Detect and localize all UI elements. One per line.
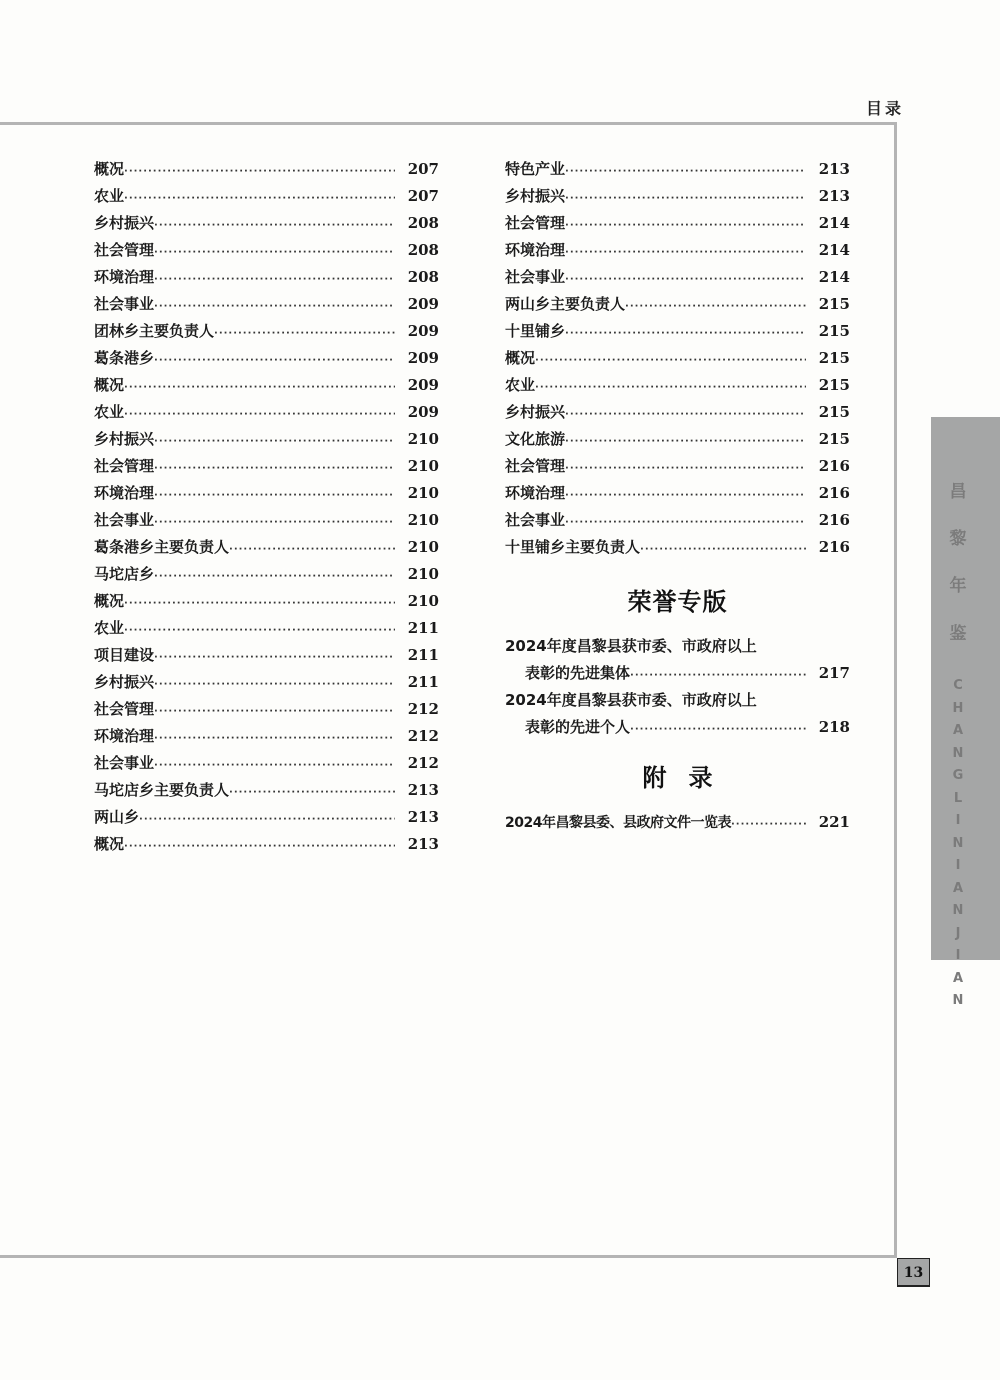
dot-leader	[154, 212, 395, 239]
toc-entry[interactable]	[505, 453, 850, 480]
entry-page: 210	[407, 484, 439, 502]
dot-leader	[124, 617, 395, 644]
entry-page: 209	[407, 322, 439, 340]
entry-page: 208	[407, 268, 439, 286]
side-tab-pinyin	[931, 675, 985, 1013]
spacer	[505, 561, 850, 575]
entry-page: 212	[407, 700, 439, 718]
entry-title: 社会事业	[94, 295, 155, 313]
side-tab-letter: A	[952, 970, 964, 986]
dot-leader	[565, 212, 806, 239]
side-tab-char: 年	[949, 576, 967, 596]
toc-entry[interactable]	[505, 237, 850, 264]
entry-page: 214	[818, 241, 850, 259]
entry-title: 马坨店乡	[94, 565, 155, 583]
toc-entry[interactable]	[505, 534, 850, 561]
side-tab-letter: A	[952, 880, 964, 896]
entry-title: 农业	[94, 187, 125, 205]
entry-title: 环境治理	[94, 727, 155, 745]
entry-page: 215	[818, 295, 850, 313]
entry-title: 2024年度昌黎县获市委、市政府以上	[505, 691, 757, 709]
toc-entry[interactable]	[94, 264, 439, 291]
entry-title: 2024年度昌黎县获市委、市政府以上	[505, 637, 757, 655]
entry-title: 社会事业	[94, 754, 155, 772]
toc-entry[interactable]	[505, 210, 850, 237]
entry-page: 208	[407, 241, 439, 259]
entry-title: 两山乡主要负责人	[505, 295, 626, 313]
toc-entry[interactable]	[94, 507, 439, 534]
dot-leader	[124, 401, 395, 428]
dot-leader	[625, 293, 806, 320]
entry-title: 十里铺乡主要负责人	[505, 538, 641, 556]
entry-page: 215	[818, 349, 850, 367]
dot-leader	[214, 320, 395, 347]
dot-leader	[124, 185, 395, 212]
toc-entry[interactable]	[94, 615, 439, 642]
entry-page: 209	[407, 376, 439, 394]
entry-page: 215	[818, 322, 850, 340]
toc-entry[interactable]	[505, 399, 850, 426]
entry-title: 马坨店乡主要负责人	[94, 781, 230, 799]
entry-page: 213	[818, 187, 850, 205]
toc-entry[interactable]	[94, 669, 439, 696]
dot-leader	[154, 752, 395, 779]
entry-title: 农业	[505, 376, 536, 394]
section-heading-honor: 荣誉专版	[627, 588, 728, 616]
toc-entry[interactable]	[505, 480, 850, 507]
entry-page: 212	[407, 754, 439, 772]
toc-entry[interactable]	[94, 156, 439, 183]
toc-left-column	[94, 156, 439, 858]
side-tab-letter: I	[955, 948, 961, 963]
appendix-entry[interactable]	[505, 809, 850, 836]
entry-title: 葛条港乡主要负责人	[94, 538, 230, 556]
entry-title: 社会管理	[94, 457, 155, 475]
toc-entry[interactable]	[505, 183, 850, 210]
dot-leader	[124, 833, 395, 860]
toc-entry[interactable]	[505, 318, 850, 345]
toc-entry[interactable]	[94, 453, 439, 480]
toc-entry[interactable]	[505, 264, 850, 291]
entry-title: 社会事业	[94, 511, 155, 529]
dot-leader	[565, 482, 806, 509]
entry-page: 209	[407, 403, 439, 421]
side-tab-letter: I	[955, 858, 961, 873]
entry-title: 概况	[94, 160, 125, 178]
side-tab-char: 昌	[949, 482, 967, 502]
toc-entry[interactable]	[94, 804, 439, 831]
dot-leader	[640, 536, 806, 563]
toc-entry[interactable]	[94, 237, 439, 264]
entry-page: 210	[407, 538, 439, 556]
dot-leader	[630, 716, 806, 743]
side-tab-yearbook	[931, 417, 1000, 1008]
toc-entry[interactable]	[94, 723, 439, 750]
toc-entry[interactable]	[94, 534, 439, 561]
toc-entry[interactable]	[505, 507, 850, 534]
side-tab-letter: N	[952, 993, 964, 1008]
entry-title: 文化旅游	[505, 430, 566, 448]
toc-entry[interactable]	[505, 426, 850, 453]
dot-leader	[154, 428, 395, 455]
entry-page: 216	[818, 457, 850, 475]
dot-leader	[565, 266, 806, 293]
entry-page: 210	[407, 430, 439, 448]
dot-leader	[154, 644, 395, 671]
toc-entry[interactable]	[94, 426, 439, 453]
entry-page: 213	[407, 808, 439, 826]
toc-entry[interactable]	[94, 750, 439, 777]
toc-entry[interactable]	[505, 372, 850, 399]
entry-page: 216	[818, 538, 850, 556]
page-number: 13	[897, 1258, 930, 1287]
dot-leader	[565, 455, 806, 482]
side-tab-letter: G	[952, 768, 964, 783]
entry-title: 社会管理	[505, 457, 566, 475]
entry-page: 214	[818, 214, 850, 232]
toc-entry[interactable]	[505, 156, 850, 183]
entry-page: 216	[818, 484, 850, 502]
dot-leader	[154, 509, 395, 536]
toc-entry[interactable]	[94, 696, 439, 723]
entry-page: 210	[407, 511, 439, 529]
toc-entry[interactable]	[94, 210, 439, 237]
toc-entry-line1	[505, 633, 850, 660]
entry-title: 社会事业	[505, 511, 566, 529]
entry-page: 216	[818, 511, 850, 529]
dot-leader	[139, 806, 395, 833]
dot-leader	[154, 698, 395, 725]
toc-entry-line2	[505, 714, 850, 741]
entry-title: 概况	[94, 376, 125, 394]
entry-title: 乡村振兴	[505, 187, 566, 205]
honor-entry[interactable]	[505, 633, 850, 687]
side-tab-letter: N	[952, 903, 964, 918]
dot-leader	[535, 374, 806, 401]
entry-title: 乡村振兴	[94, 673, 155, 691]
dot-leader	[565, 158, 806, 185]
side-tab-char: 鉴	[949, 624, 967, 644]
dot-leader	[229, 536, 395, 563]
toc-entry[interactable]	[94, 345, 439, 372]
entry-title: 环境治理	[94, 268, 155, 286]
entry-title: 环境治理	[505, 484, 566, 502]
side-tab-letter: N	[952, 835, 964, 851]
side-tab-letter: J	[955, 925, 961, 941]
entry-title: 两山乡	[94, 808, 140, 826]
running-head: 目录	[866, 99, 905, 118]
entry-page: 215	[818, 403, 850, 421]
entry-page: 215	[818, 430, 850, 448]
dot-leader	[731, 811, 806, 838]
toc-entry-line1	[505, 687, 850, 714]
entry-title: 表彰的先进个人	[525, 718, 631, 736]
side-tab-char: 黎	[949, 529, 967, 549]
dot-leader	[565, 185, 806, 212]
toc-entry[interactable]	[94, 399, 439, 426]
entry-title: 十里铺乡	[505, 322, 566, 340]
entry-page: 213	[407, 781, 439, 799]
side-tab-letter: L	[953, 790, 963, 806]
entry-title: 农业	[94, 619, 125, 637]
entry-page: 213	[818, 160, 850, 178]
entry-page: 208	[407, 214, 439, 232]
dot-leader	[565, 401, 806, 428]
side-tab-letter: A	[952, 723, 964, 738]
entry-title: 乡村振兴	[94, 430, 155, 448]
dot-leader	[154, 266, 395, 293]
toc-right-column	[505, 156, 850, 836]
toc-entry[interactable]	[94, 777, 439, 804]
entry-page: 209	[407, 295, 439, 313]
entry-title: 特色产业	[505, 160, 566, 178]
side-tab-letter: N	[952, 745, 964, 761]
entry-title: 农业	[94, 403, 125, 421]
entry-title: 概况	[94, 835, 125, 853]
dot-leader	[154, 671, 395, 698]
dot-leader	[124, 158, 395, 185]
dot-leader	[565, 320, 806, 347]
entry-title: 概况	[94, 592, 125, 610]
dot-leader	[229, 779, 395, 806]
entry-page: 210	[407, 565, 439, 583]
entry-page: 214	[818, 268, 850, 286]
entry-title: 社会管理	[505, 214, 566, 232]
toc-entry[interactable]	[94, 372, 439, 399]
entry-title: 2024年昌黎县委、县政府文件一览表	[505, 815, 731, 831]
side-tab-letter: I	[955, 813, 961, 828]
toc-entry[interactable]	[94, 318, 439, 345]
toc-entry[interactable]	[94, 183, 439, 210]
entry-title: 社会管理	[94, 700, 155, 718]
entry-page: 207	[407, 187, 439, 205]
toc-entry-line2	[505, 660, 850, 687]
entry-page: 211	[407, 646, 439, 664]
entry-page: 212	[407, 727, 439, 745]
dot-leader	[565, 509, 806, 536]
entry-title: 环境治理	[505, 241, 566, 259]
dot-leader	[154, 347, 395, 374]
toc-entry[interactable]	[94, 588, 439, 615]
entry-title: 社会管理	[94, 241, 155, 259]
entry-title: 概况	[505, 349, 536, 367]
entry-page: 215	[818, 376, 850, 394]
toc-entry[interactable]	[505, 345, 850, 372]
toc-entry[interactable]	[505, 291, 850, 318]
entry-page: 211	[407, 673, 439, 691]
entry-page: 207	[407, 160, 439, 178]
dot-leader	[630, 662, 806, 689]
dot-leader	[154, 482, 395, 509]
toc-entry[interactable]	[94, 561, 439, 588]
entry-title: 乡村振兴	[94, 214, 155, 232]
dot-leader	[154, 293, 395, 320]
side-tab-letter: H	[952, 700, 964, 716]
entry-title: 环境治理	[94, 484, 155, 502]
dot-leader	[565, 428, 806, 455]
entry-title: 乡村振兴	[505, 403, 566, 421]
side-tab-letter: C	[953, 678, 963, 693]
toc-entry[interactable]	[94, 291, 439, 318]
entry-page: 217	[818, 664, 850, 682]
entry-title: 团林乡主要负责人	[94, 322, 215, 340]
entry-title: 项目建设	[94, 646, 155, 664]
dot-leader	[535, 347, 806, 374]
entry-page: 209	[407, 349, 439, 367]
dot-leader	[124, 374, 395, 401]
dot-leader	[154, 725, 395, 752]
toc-entry[interactable]	[94, 642, 439, 669]
entry-page: 218	[818, 718, 850, 736]
dot-leader	[124, 590, 395, 617]
entry-page: 210	[407, 457, 439, 475]
frame-top-rule	[0, 122, 897, 125]
entry-title: 表彰的先进集体	[525, 664, 631, 682]
honor-entry[interactable]	[505, 687, 850, 741]
section-heading-appendix: 附录	[642, 764, 735, 792]
entry-title: 社会事业	[505, 268, 566, 286]
frame-bottom-rule	[0, 1255, 897, 1258]
entry-page: 210	[407, 592, 439, 610]
entry-title: 葛条港乡	[94, 349, 155, 367]
entry-page: 213	[407, 835, 439, 853]
dot-leader	[154, 563, 395, 590]
toc-entry[interactable]	[94, 480, 439, 507]
dot-leader	[565, 239, 806, 266]
entry-page: 221	[818, 813, 850, 831]
dot-leader	[154, 455, 395, 482]
entry-page: 211	[407, 619, 439, 637]
dot-leader	[154, 239, 395, 266]
toc-entry[interactable]	[94, 831, 439, 858]
frame-right-rule	[894, 122, 897, 1258]
